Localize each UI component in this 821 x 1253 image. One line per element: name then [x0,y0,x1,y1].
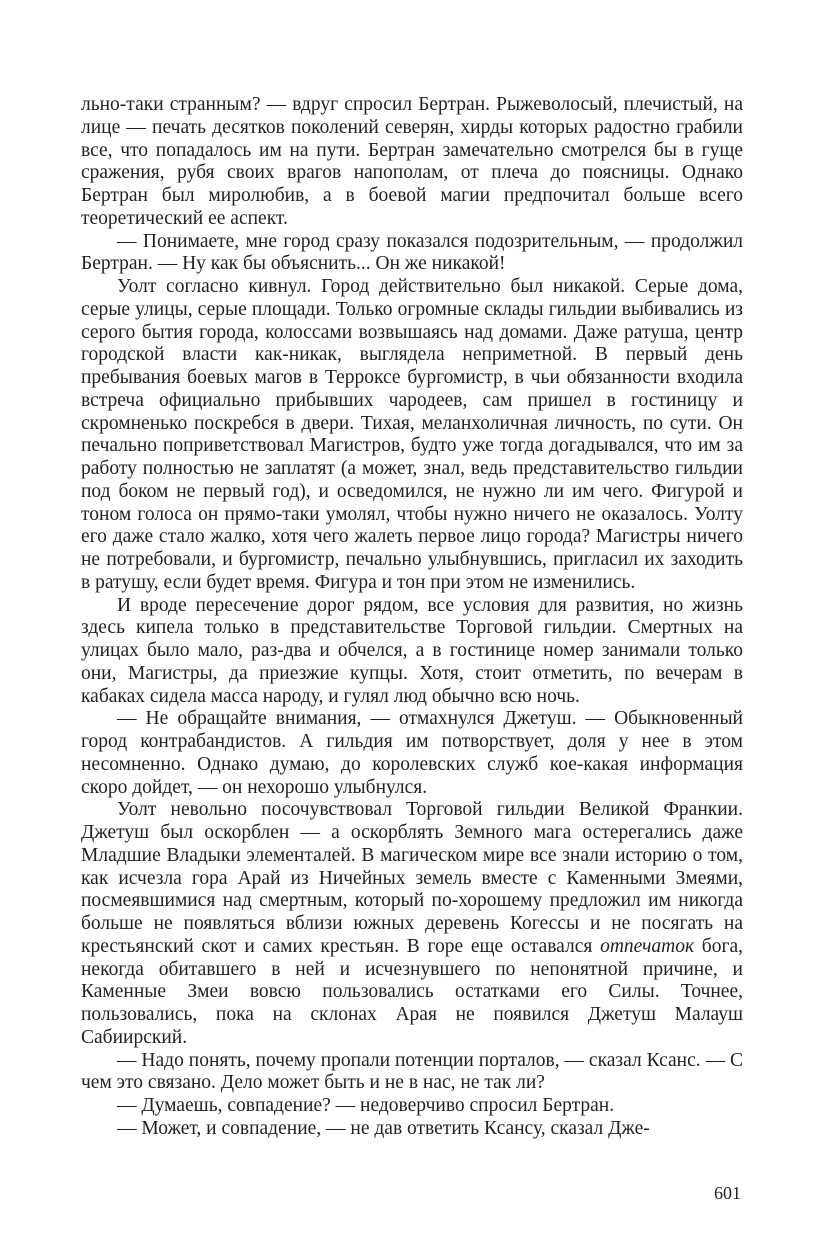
paragraph-7: — Надо понять, почему пропали потенции порталов, — сказал Ксанс. — С чем это связано. Дело может быть и не в нас, не так ли? [81,1049,743,1094]
paragraph-2: — Понимаете, мне город сразу показался подозрительным, — продолжил Бертран. — Ну как бы объяснить... Он же никакой! [81,230,743,275]
paragraph-9: — Может, и совпадение, — не дав ответить Ксансу, сказал Дже- [117,1117,650,1139]
paragraph-6 [81,799,743,1049]
page-number: 601 [714,1183,741,1203]
paragraph-8: — Думаешь, совпадение? — недоверчиво спросил Бертран. [117,1095,615,1116]
paragraph-1: льно-таки странным? — вдруг спросил Бертран. Рыжеволосый, плечистый, на лице — печать десятков поколений северян, хирды которых радостно грабили все, что попадалось им на пути. Бертран замечательно смотрелся бы в гуще сражения, рубя своих врагов напополам, от плеча до поясницы. Однако Бертран был миролюбив, а в боевой магии предпочитал больше всего теоретический ее аспект. [81,94,743,229]
paragraph-5: — Не обращайте внимания, — отмахнулся Джетуш. — Обыкновенный город контрабандистов. А гильдия им потворствует, доля у нее в этом несомненно. Однако думаю, до королевских служб кое-какая информация скоро дойдет, — он нехорошо улыбнулся. [81,708,743,798]
paragraph-6-text-after: бога, некогда обитавшего в ней и исчезнувшего по непонятной причине, и Каменные Змеи вовсю пользовались остатками его Силы. Точнее, пользовались, пока на склонах Арая не появился Джетуш Малауш Сабиирский. [81,935,744,1048]
page-body [81,94,743,1141]
paragraph-3: Уолт согласно кивнул. Город действительно был никакой. Серые дома, серые улицы, серые площади. Только огромные склады гильдии выбивались из серого бытия города, колоссами возвышаясь над домами. Даже ратуша, центр городской власти как-никак, выглядела неприметной. В первый день пребывания боевых магов в Терроксе бургомистр, в чьи обязанности входила встреча официально прибывших чародеев, сам пришел в гостиницу и скромненько поскребся в двери. Тихая, меланхоличная личность, по сути. Он печально поприветствовал Магистров, будто уже тогда догадывался, что им за работу полностью не заплатят (а может, знал, ведь представительство гильдии под боком не первый год), и осведомился, не нужно ли им чего. Фигурой и тоном голоса он прямо-таки умолял, чтобы нужно ничего не оказалось. Уолту его даже стало жалко, хотя чего жалеть первое лицо города? Магистры ничего не потребовали, и бургомистр, печально улыбнувшись, пригласил их заходить в ратушу, если будет время. Фигура и тон при этом не изменились. [81,276,743,593]
paragraph-6-text-before: Уолт невольно посочувствовал Торговой гильдии Великой Франкии. Джетуш был оскорблен — а оскорблять Земного мага остерегались даже Младшие Владыки элементалей. В магическом мире все знали историю о том, как исчезла гора Арай из Ничейных земель вместе с Каменными Змеями, посмеявшимися над смертным, который по-хорошему предложил им никогда больше не появляться вблизи южных деревень Когессы и не посягать на крестьянский скот и самих крестьян. В горе еще оставался [81,799,743,957]
paragraph-6-emphasis: отпечаток [600,935,695,957]
paragraph-4: И вроде пересечение дорог рядом, все условия для развития, но жизнь здесь кипела только в представительстве Торговой гильдии. Смертных на улицах было мало, раз-два и обчелся, а в гостинице номер занимали только они, Магистры, да приезжие купцы. Хотя, стоит отметить, по вечерам в кабаках сидела масса народу, и гулял люд обычно всю ночь. [81,594,743,707]
